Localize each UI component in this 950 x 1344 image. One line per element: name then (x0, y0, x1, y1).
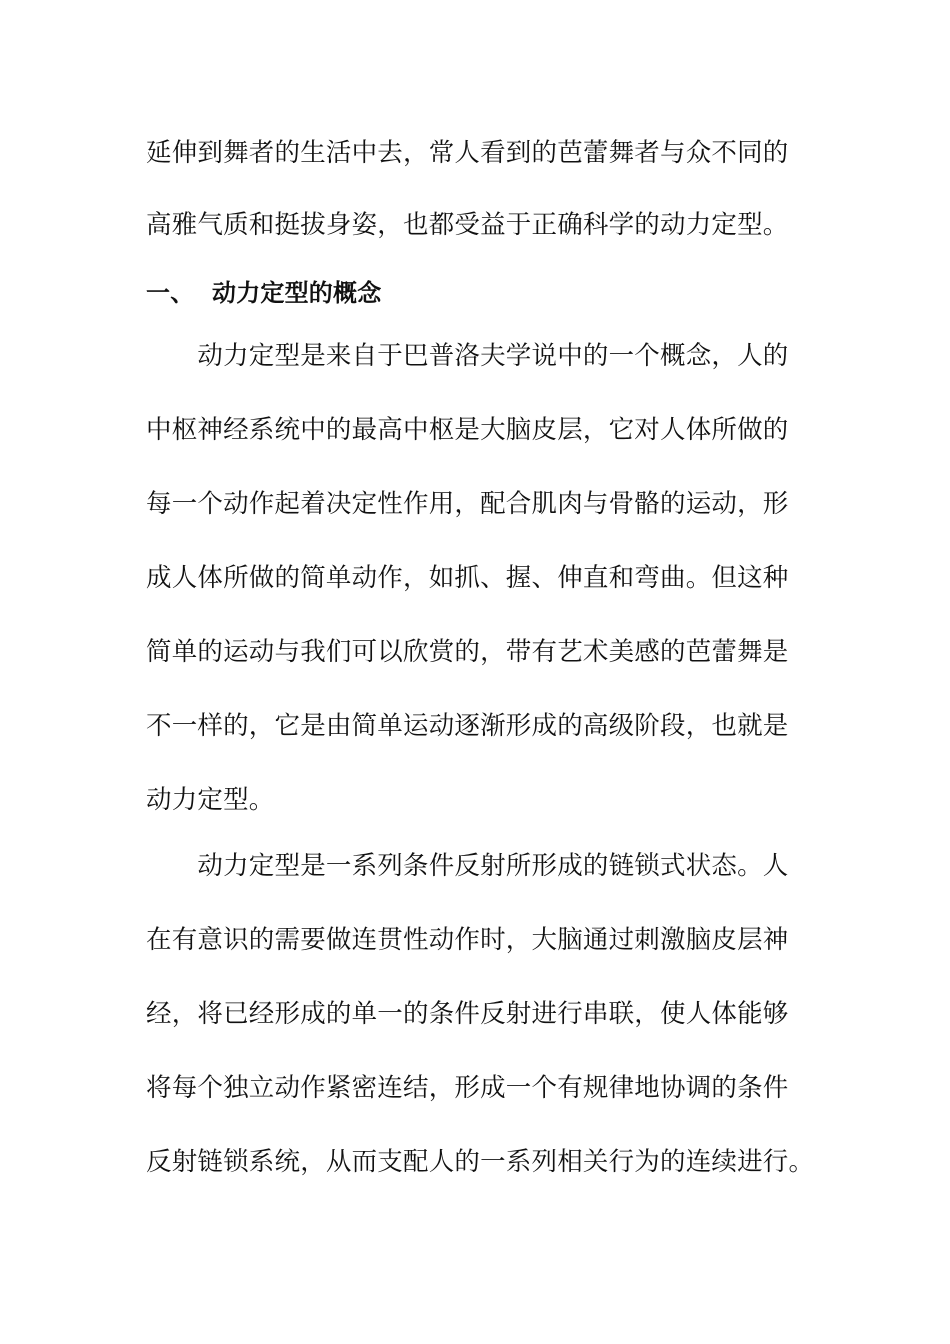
text-line: 将每个独立动作紧密连结，形成一个有规律地协调的条件 (146, 1073, 789, 1103)
text-line: 动力定型是来自于巴普洛夫学说中的一个概念，人的 (146, 341, 789, 371)
text-line: 成人体所做的简单动作，如抓、握、伸直和弯曲。但这种 (146, 563, 789, 593)
text-line: 经，将已经形成的单一的条件反射进行串联，使人体能够 (146, 999, 789, 1029)
section-heading (146, 276, 846, 310)
text-line: 延伸到舞者的生活中去，常人看到的芭蕾舞者与众不同的 (146, 138, 789, 168)
section-title: 动力定型的概念 (212, 279, 382, 307)
text-line: 每一个动作起着决定性作用，配合肌肉与骨骼的运动，形 (146, 489, 789, 519)
text-line: 反射链锁系统，从而支配人的一系列相关行为的连续进行。 (146, 1147, 815, 1177)
text-line: 动力定型。 (146, 785, 275, 815)
text-line: 高雅气质和挺拔身姿，也都受益于正确科学的动力定型。 (146, 210, 789, 240)
text-line: 在有意识的需要做连贯性动作时，大脑通过刺激脑皮层神 (146, 925, 789, 955)
text-line: 动力定型是一系列条件反射所形成的链锁式状态。人 (146, 851, 789, 881)
section-number: 一、 (146, 279, 195, 307)
text-line: 不一样的，它是由简单运动逐渐形成的高级阶段，也就是 (146, 711, 789, 741)
text-line: 中枢神经系统中的最高中枢是大脑皮层，它对人体所做的 (146, 415, 789, 445)
text-line: 简单的运动与我们可以欣赏的，带有艺术美感的芭蕾舞是 (146, 637, 789, 667)
